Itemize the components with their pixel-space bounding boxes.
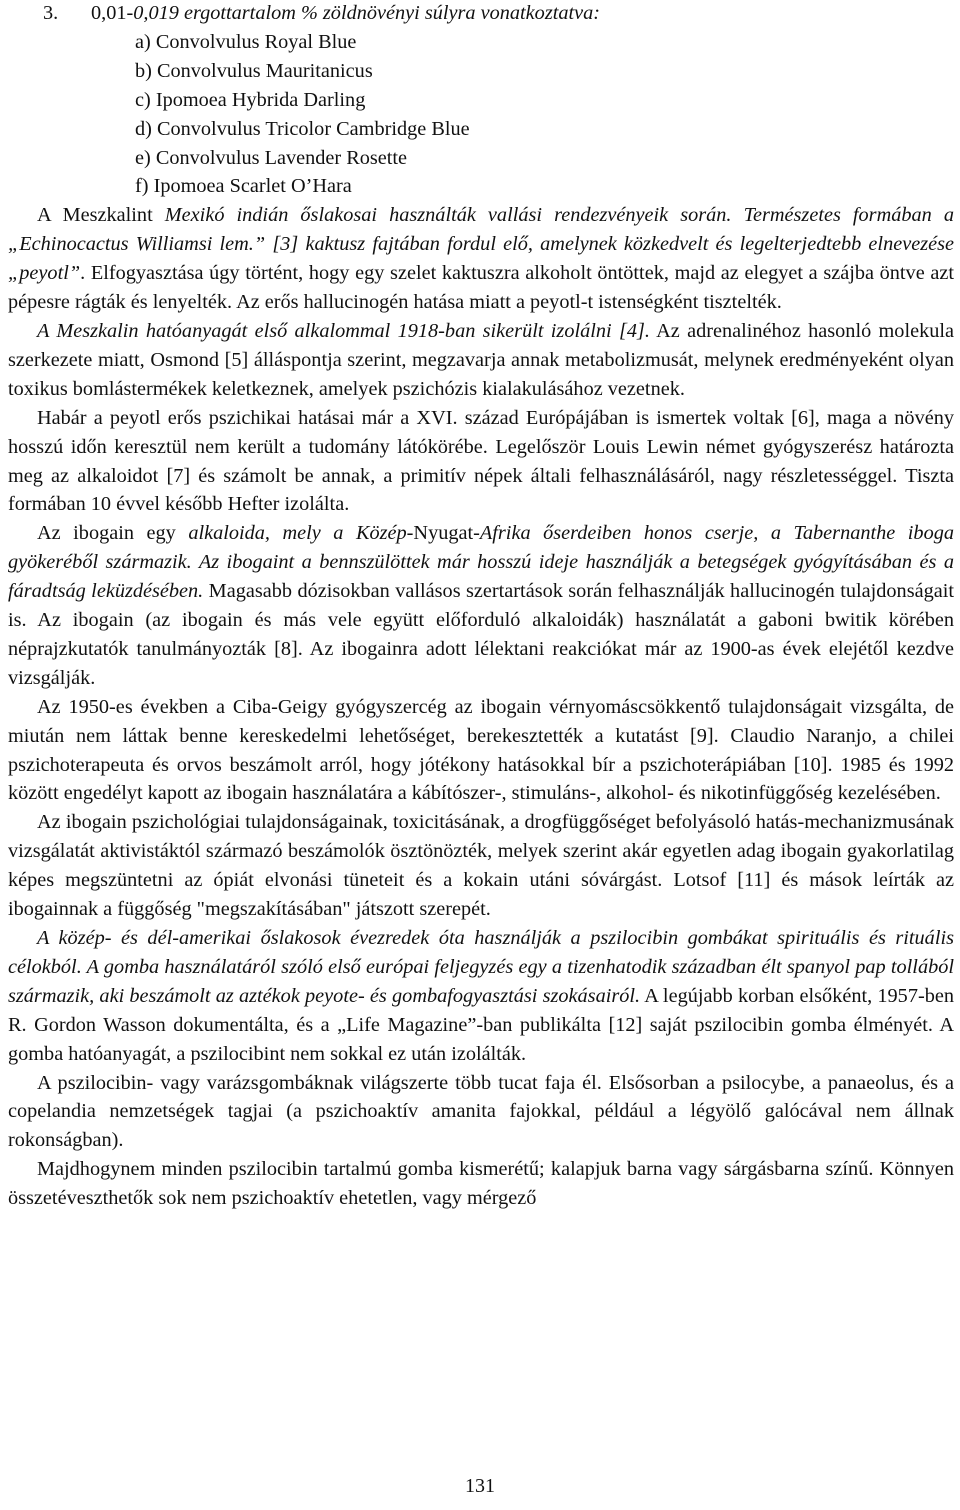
item-3-number: 3. xyxy=(43,2,59,24)
item-3-heading-italic: 0,019 ergottartalom % zöldnövényi súlyra vonatkoztatva: xyxy=(133,2,601,24)
list-item: f) Ipomoea Scarlet O’Hara xyxy=(135,175,352,198)
p2-text-1: A Meszkalin hatóanyagát első alkalommal 1918-ban sikerült izolálni [4]. xyxy=(37,319,650,342)
paragraph-peyotl: Habár a peyotl erős pszichikai hatásai már a XVI. század Európájában is ismertek voltak [6], maga a növény hosszú időn keresztül nem került a tudomány látókörébe. Legelőször Louis Lewin német gyógyszerész határozta meg az alkaloidot [7] és számolt be annak, a primitív népek általi felhasználásáról, nagy részletességgel. Tiszta formában 10 évvel később Hefter izolálta. xyxy=(8,406,954,516)
p4-text-1: Az ibogain egy xyxy=(37,522,189,545)
item-3-heading-plain: 0,01- xyxy=(91,2,134,24)
p1-text-2: Mexikó indián őslakosai használták vallási rendezvényeik során. Természetes formában a „Echinocactus Williamsi lem.” [3] kaktusz fajtában fordul elő, amelynek közkedvelt és legelterjedtebb elnevezése „peyotl” xyxy=(8,204,954,285)
list-item: c) Ipomoea Hybrida Darling xyxy=(135,88,366,111)
list-item: d) Convolvulus Tricolor Cambridge Blue xyxy=(135,117,470,140)
p4-text-2: alkaloida, mely a Közép- xyxy=(188,522,414,545)
page-number: 131 xyxy=(465,1475,495,1497)
item-3-heading xyxy=(8,0,954,28)
p1-text-1: A Meszkalint xyxy=(37,204,165,227)
list-item: a) Convolvulus Royal Blue xyxy=(135,30,357,53)
plant-list xyxy=(8,28,954,201)
p4-text-4: Afrika őserdeiben honos cserje, a Tabernanthe iboga gyökeréből származik. Az ibogaint a bennszülöttek már hosszú ideje használják a betegségek gyógyításában és a fáradtság leküzdésében. xyxy=(8,522,954,603)
p1-text-3: . Elfogyasztása úgy történt, hogy egy szelet kaktuszra alkoholt öntöttek, majd az elegyet a szájba öntve azt pépesre rágták és lenyelték. Az erős hallucinogén hatása miatt a peyotl-t istenségként tisztelték. xyxy=(8,262,954,314)
p2-text-2: Az adrenalinéhoz hasonló molekula szerkezete miatt, Osmond [5] álláspontja szerint, megzavarja annak metabolizmusát, melynek eredményeként olyan toxikus bomlástermékek keletkeznek, amelyek pszichózis kialakulásához vezetnek. xyxy=(8,319,954,400)
paragraph-ciba-geigy: Az 1950-es években a Ciba-Geigy gyógyszercég az ibogain vérnyomáscsökkentő tulajdonságait vizsgálta, de miután nem láttak benne kereskedelmi lehetőséget, berekesztették a kutatást [9]. Claudio Naranjo, a chilei pszichoterapeuta és orvos beszámolt arról, hogy jótékony hatásokkal bír a pszichoterápiában [10]. 1985 és 1992 között engedélyt kapott az ibogain használatára a kábítószer-, stimuláns-, alkohol- és nikotinfüggőség kezelésében. xyxy=(8,695,954,805)
p4-text-5: Magasabb dózisokban vallásos szertartások során felhasználják hallucinogén tulajdonságait is. Az ibogain (az ibogain és más vele együtt előforduló alkaloidák) használatát a gaboni bwitik körében néprajzkutatók tanulmányozták [8]. Az ibogainra adott lélektani reakciókat már az 1900-as évek elejétől kezdve vizsgálják. xyxy=(8,580,955,689)
paragraph-varazsgombak: A pszilocibin- vagy varázsgombáknak világszerte több tucat faja él. Elsősorban a psilocybe, a panaeolus, és a copelandia nemzetségek tagjai (a pszichoaktív amanita fajokkal, például a légyölő galócával nem állnak rokonságban). xyxy=(8,1071,954,1152)
paragraph-pszilocibin xyxy=(8,924,954,1069)
paragraph-meszkalin xyxy=(8,201,954,317)
document-page xyxy=(8,0,954,1213)
list-item: e) Convolvulus Lavender Rosette xyxy=(135,146,408,169)
p4-text-3: Nyugat- xyxy=(413,522,480,545)
p7-text-2: A legújabb korban elsőként, 1957-ben R. Gordon Wasson dokumentálta, és a „Life Magazine”-ban publikálta [12] saját pszilocibin gomba élményét. A gomba hatóanyagát, a pszilocibint nem sokkal ez után izolálták. xyxy=(8,984,954,1065)
list-item: b) Convolvulus Mauritanicus xyxy=(135,59,373,82)
p7-text-1: A közép- és dél-amerikai őslakosok évezredek óta használják a pszilocibin gombákat spirituális és rituális célokból. A gomba használatáról szóló első európai feljegyzés egy a tizenhatodik században élt spanyol pap tollából származik, aki beszámolt az aztékok peyote- és gombafogyasztási szokásairól. xyxy=(8,927,954,1007)
paragraph-gomba-leiras: Majdhogynem minden pszilocibin tartalmú gomba kismerétű; kalapjuk barna vagy sárgásbarna színű. Könnyen összetéveszthetők sok nem pszichoaktív ehetetlen, vagy mérgező xyxy=(8,1158,954,1210)
paragraph-meszkalin-izolalas xyxy=(8,317,954,404)
paragraph-ibogain xyxy=(8,519,954,692)
paragraph-ibogain-pszichologia: Az ibogain pszichológiai tulajdonságainak, toxicitásának, a drogfüggőséget befolyásoló hatás-mechanizmusának vizsgálatát aktivistáktól származó beszámolók ösztönözték, melyek szerint akár egyetlen adag ibogain gyakorlatilag képes megszüntetni az ópiát elvonási tüneteit és a kokain utáni sóvárgást. Lotsof [11] és mások leírták az ibogainnak a függőség "megszakításában" játszott szerepét. xyxy=(8,811,954,921)
